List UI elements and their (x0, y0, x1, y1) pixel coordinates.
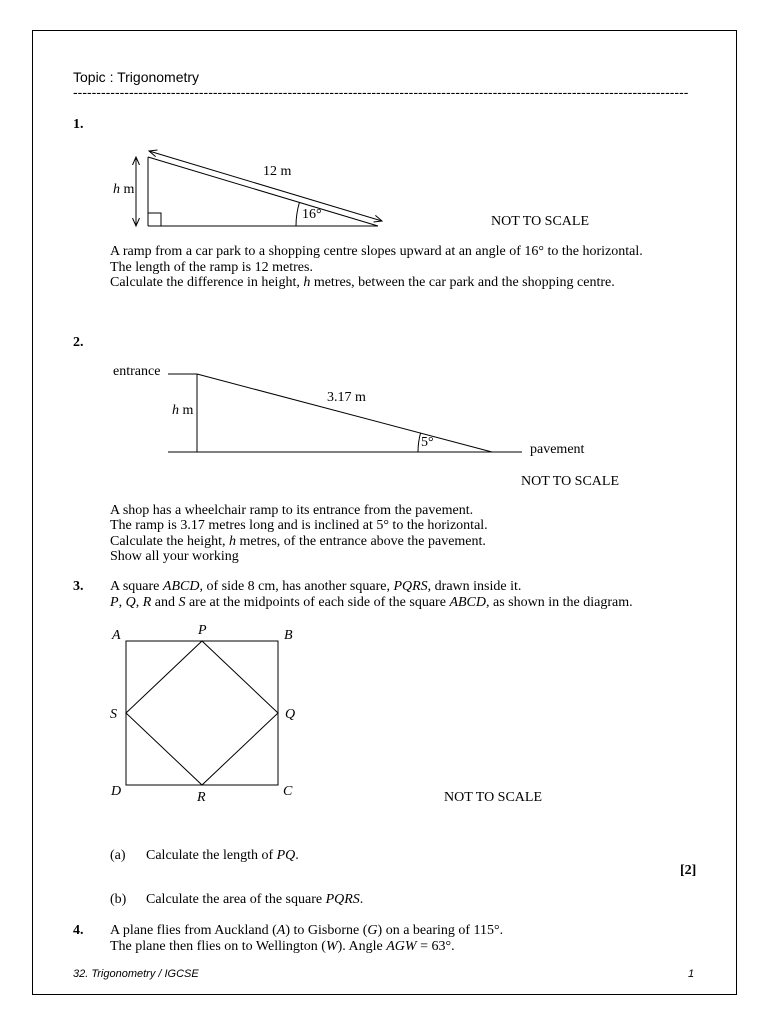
variable-abcd: ABCD (162, 579, 200, 594)
square-abcd (126, 641, 278, 785)
text-segment: are at the midpoints of each side of the square (185, 595, 450, 610)
ramp-length-arrow (149, 151, 382, 221)
ramp-length-label: 3.17 m (327, 390, 366, 405)
text-segment: A plane flies from Auckland ( (110, 923, 277, 938)
text-segment: Calculate the area of the square (146, 892, 326, 907)
variable-pq: PQ (276, 848, 296, 863)
text-segment: A ramp from a car park to a shopping centre slopes upward at an angle of 16° to the horizontal. (110, 244, 643, 259)
question-number-2: 2. (73, 335, 84, 350)
wheelchair-ramp (197, 374, 492, 452)
question-text-line (110, 549, 239, 565)
vertex-label-p: P (198, 623, 207, 638)
text-segment: Calculate the length of (146, 848, 277, 863)
ramp-length-label: 12 m (263, 164, 292, 179)
angle-label: 5° (421, 435, 434, 450)
not-to-scale-note: NOT TO SCALE (521, 474, 620, 489)
text-segment: , (118, 595, 126, 610)
vertex-label-b: B (284, 628, 293, 643)
text-segment: Calculate the difference in height, (110, 275, 304, 290)
question-text-line (110, 275, 615, 291)
variable-s: S (178, 595, 186, 610)
text-segment: . (359, 892, 364, 907)
not-to-scale-note: NOT TO SCALE (444, 790, 543, 805)
variable-r: R (142, 595, 152, 610)
text-segment: metres, of the entrance above the pavement. (235, 534, 486, 549)
variable-h: h (303, 275, 311, 290)
variable-g: G (367, 923, 378, 938)
question-text-line (110, 534, 486, 550)
title-divider: ------------------------------------------------------------------------------------------------------------------------------------ (73, 84, 689, 100)
variable-h: h (228, 534, 236, 549)
pavement-label: pavement (530, 442, 585, 457)
text-segment: ). Angle (337, 939, 387, 954)
variable-pqrs: PQRS (393, 579, 428, 594)
angle-arc (296, 203, 299, 227)
text-segment: Calculate the height, (110, 534, 229, 549)
variable-w: W (325, 939, 338, 954)
text-segment: . (295, 848, 299, 863)
ramp-diagram-1 (136, 151, 382, 226)
entrance-label: entrance (113, 364, 161, 379)
text-segment: Show all your working (110, 549, 239, 564)
question-text-line (110, 579, 521, 595)
text-segment: The plane then flies on to Wellington ( (110, 939, 326, 954)
text-segment: and (151, 595, 179, 610)
angle-label: 16° (302, 207, 322, 222)
height-label (113, 182, 134, 198)
text-segment: metres, between the car park and the shopping centre. (310, 275, 615, 290)
vertex-label-r: R (197, 790, 206, 805)
variable-a: A (276, 923, 286, 938)
variable-p: P (110, 595, 119, 610)
height-variable: h (113, 182, 120, 197)
footer-title: 32. Trigonometry / IGCSE (73, 968, 199, 980)
variable-abcd: ABCD (449, 595, 486, 610)
question-text-line (110, 923, 503, 939)
text-segment: A shop has a wheelchair ramp to its entrance from the pavement. (110, 503, 474, 518)
text-segment: A square (110, 579, 163, 594)
text-segment: , as shown in the diagram. (486, 595, 633, 610)
text-segment: , (135, 595, 143, 610)
text-segment: The length of the ramp is 12 metres. (110, 260, 313, 275)
vertex-label-a: A (112, 628, 121, 643)
question-text-line (110, 595, 633, 611)
text-segment: ) to Gisborne ( (285, 923, 368, 938)
marks-label: [2] (680, 863, 697, 878)
question-number-1: 1. (73, 117, 84, 132)
height-label (172, 403, 193, 419)
page-title: Topic : Trigonometry (73, 69, 200, 85)
text-segment: , drawn inside it. (427, 579, 522, 594)
question-text-line (110, 244, 643, 260)
question-number-4: 4. (73, 923, 84, 938)
part-label-a: (a) (110, 848, 126, 863)
question-text-line (110, 518, 488, 534)
not-to-scale-note: NOT TO SCALE (491, 214, 590, 229)
square-pqrs (126, 641, 278, 785)
question-number-3: 3. (73, 579, 84, 594)
question-text-line (110, 939, 455, 955)
ramp-diagram-2 (168, 374, 522, 452)
text-segment: The ramp is 3.17 metres long and is inclined at 5° to the horizontal. (110, 518, 488, 533)
part-text-b (146, 892, 363, 908)
variable-q: Q (125, 595, 136, 610)
part-label-b: (b) (110, 892, 127, 907)
question-text-line (110, 503, 473, 519)
height-variable: h (172, 403, 179, 418)
variable-pqrs: PQRS (325, 892, 360, 907)
height-unit: m (123, 182, 135, 197)
variable-agw: AGW (386, 939, 417, 954)
vertex-label-d: D (111, 784, 122, 799)
text-segment: ) on a bearing of 115°. (377, 923, 504, 938)
square-diagram (126, 641, 278, 785)
vertex-label-s: S (110, 707, 117, 722)
text-segment: = 63°. (416, 939, 455, 954)
question-text-line (110, 260, 313, 276)
page-number: 1 (688, 968, 695, 980)
height-unit: m (182, 403, 194, 418)
vertex-label-q: Q (285, 707, 296, 722)
vertex-label-c: C (283, 784, 293, 799)
part-text-a (146, 848, 299, 864)
text-segment: , of side 8 cm, has another square, (199, 579, 394, 594)
right-angle-marker (148, 213, 161, 226)
